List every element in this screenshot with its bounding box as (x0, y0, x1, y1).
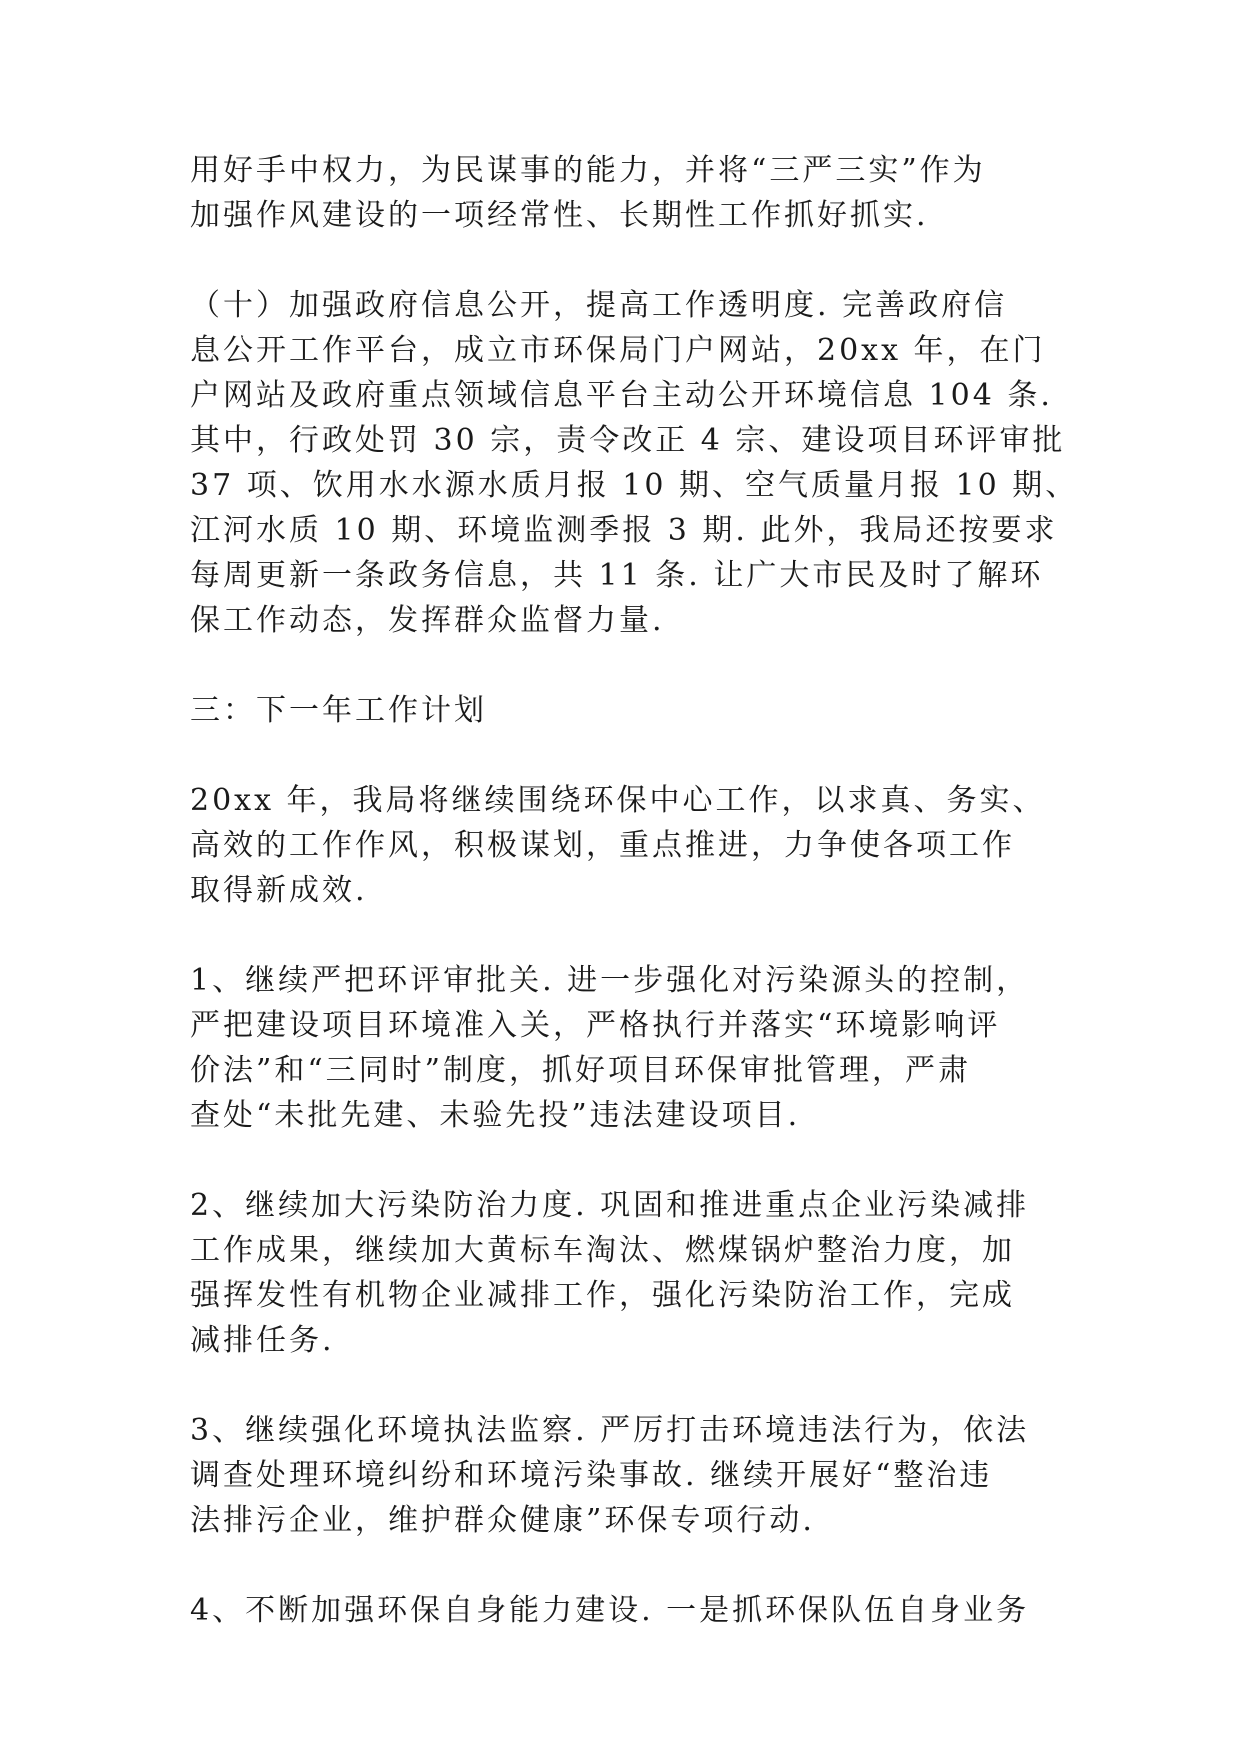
text-line: 调查处理环境纠纷和环境污染事故. 继续开展好“整治违 (190, 1458, 993, 1493)
text-line: 法排污企业，维护群众健康”环保专项行动. (190, 1503, 815, 1538)
text-line: 2、继续加大污染防治力度. 巩固和推进重点企业污染减排 (190, 1188, 1030, 1223)
text-line: 37 项、饮用水水源水质月报 10 期、空气质量月报 10 期、 (190, 468, 1079, 503)
text-line: 其中，行政处罚 30 宗，责令改正 4 宗、建设项目环评审批 (190, 423, 1066, 458)
text-line: 三：下一年工作计划 (190, 693, 487, 728)
paragraph-info-disclosure (190, 283, 1079, 643)
text-line: 用好手中权力，为民谋事的能力，并将“三严三实”作为 (190, 153, 986, 188)
text-line: 加强作风建设的一项经常性、长期性工作抓好抓实. (190, 198, 929, 233)
paragraph-plan-item-4 (190, 1588, 1050, 1633)
paragraph-work-style (190, 148, 1050, 238)
text-line: 取得新成效. (190, 873, 368, 908)
text-line: 查处“未批先建、未验先投”违法建设项目. (190, 1098, 801, 1133)
paragraph-plan-item-1 (190, 958, 1050, 1138)
paragraph-plan-intro (190, 778, 1050, 913)
paragraph-plan-item-3 (190, 1408, 1050, 1543)
text-line: （十）加强政府信息公开，提高工作透明度. 完善政府信 (190, 288, 1008, 323)
text-line: 高效的工作作风，积极谋划，重点推进，力争使各项工作 (190, 828, 1015, 863)
text-line: 每周更新一条政务信息，共 11 条. 让广大市民及时了解环 (190, 558, 1044, 593)
text-line: 价法”和“三同时”制度，抓好项目环保审批管理，严肃 (190, 1053, 972, 1088)
text-line: 户网站及政府重点领域信息平台主动公开环境信息 104 条. (190, 378, 1053, 413)
text-line: 3、继续强化环境执法监察. 严厉打击环境违法行为，依法 (190, 1413, 1030, 1448)
text-line: 20xx 年，我局将继续围绕环保中心工作，以求真、务实、 (190, 783, 1046, 818)
text-line: 保工作动态，发挥群众监督力量. (190, 603, 665, 638)
text-line: 强挥发性有机物企业减排工作，强化污染防治工作，完成 (190, 1278, 1015, 1313)
text-line: 4、不断加强环保自身能力建设. 一是抓环保队伍自身业务 (190, 1593, 1030, 1628)
text-line: 1、继续严把环评审批关. 进一步强化对污染源头的控制， (190, 963, 1030, 998)
text-line: 江河水质 10 期、环境监测季报 3 期. 此外，我局还按要求 (190, 513, 1058, 548)
section-heading-next-year-plan (190, 688, 1050, 733)
text-line: 息公开工作平台，成立市环保局门户网站，20xx 年，在门 (190, 333, 1046, 368)
document-body (190, 148, 1079, 1678)
text-line: 减排任务. (190, 1323, 335, 1358)
text-line: 严把建设项目环境准入关，严格执行并落实“环境影响评 (190, 1008, 1001, 1043)
text-line: 工作成果，继续加大黄标车淘汰、燃煤锅炉整治力度，加 (190, 1233, 1015, 1268)
paragraph-plan-item-2 (190, 1183, 1050, 1363)
